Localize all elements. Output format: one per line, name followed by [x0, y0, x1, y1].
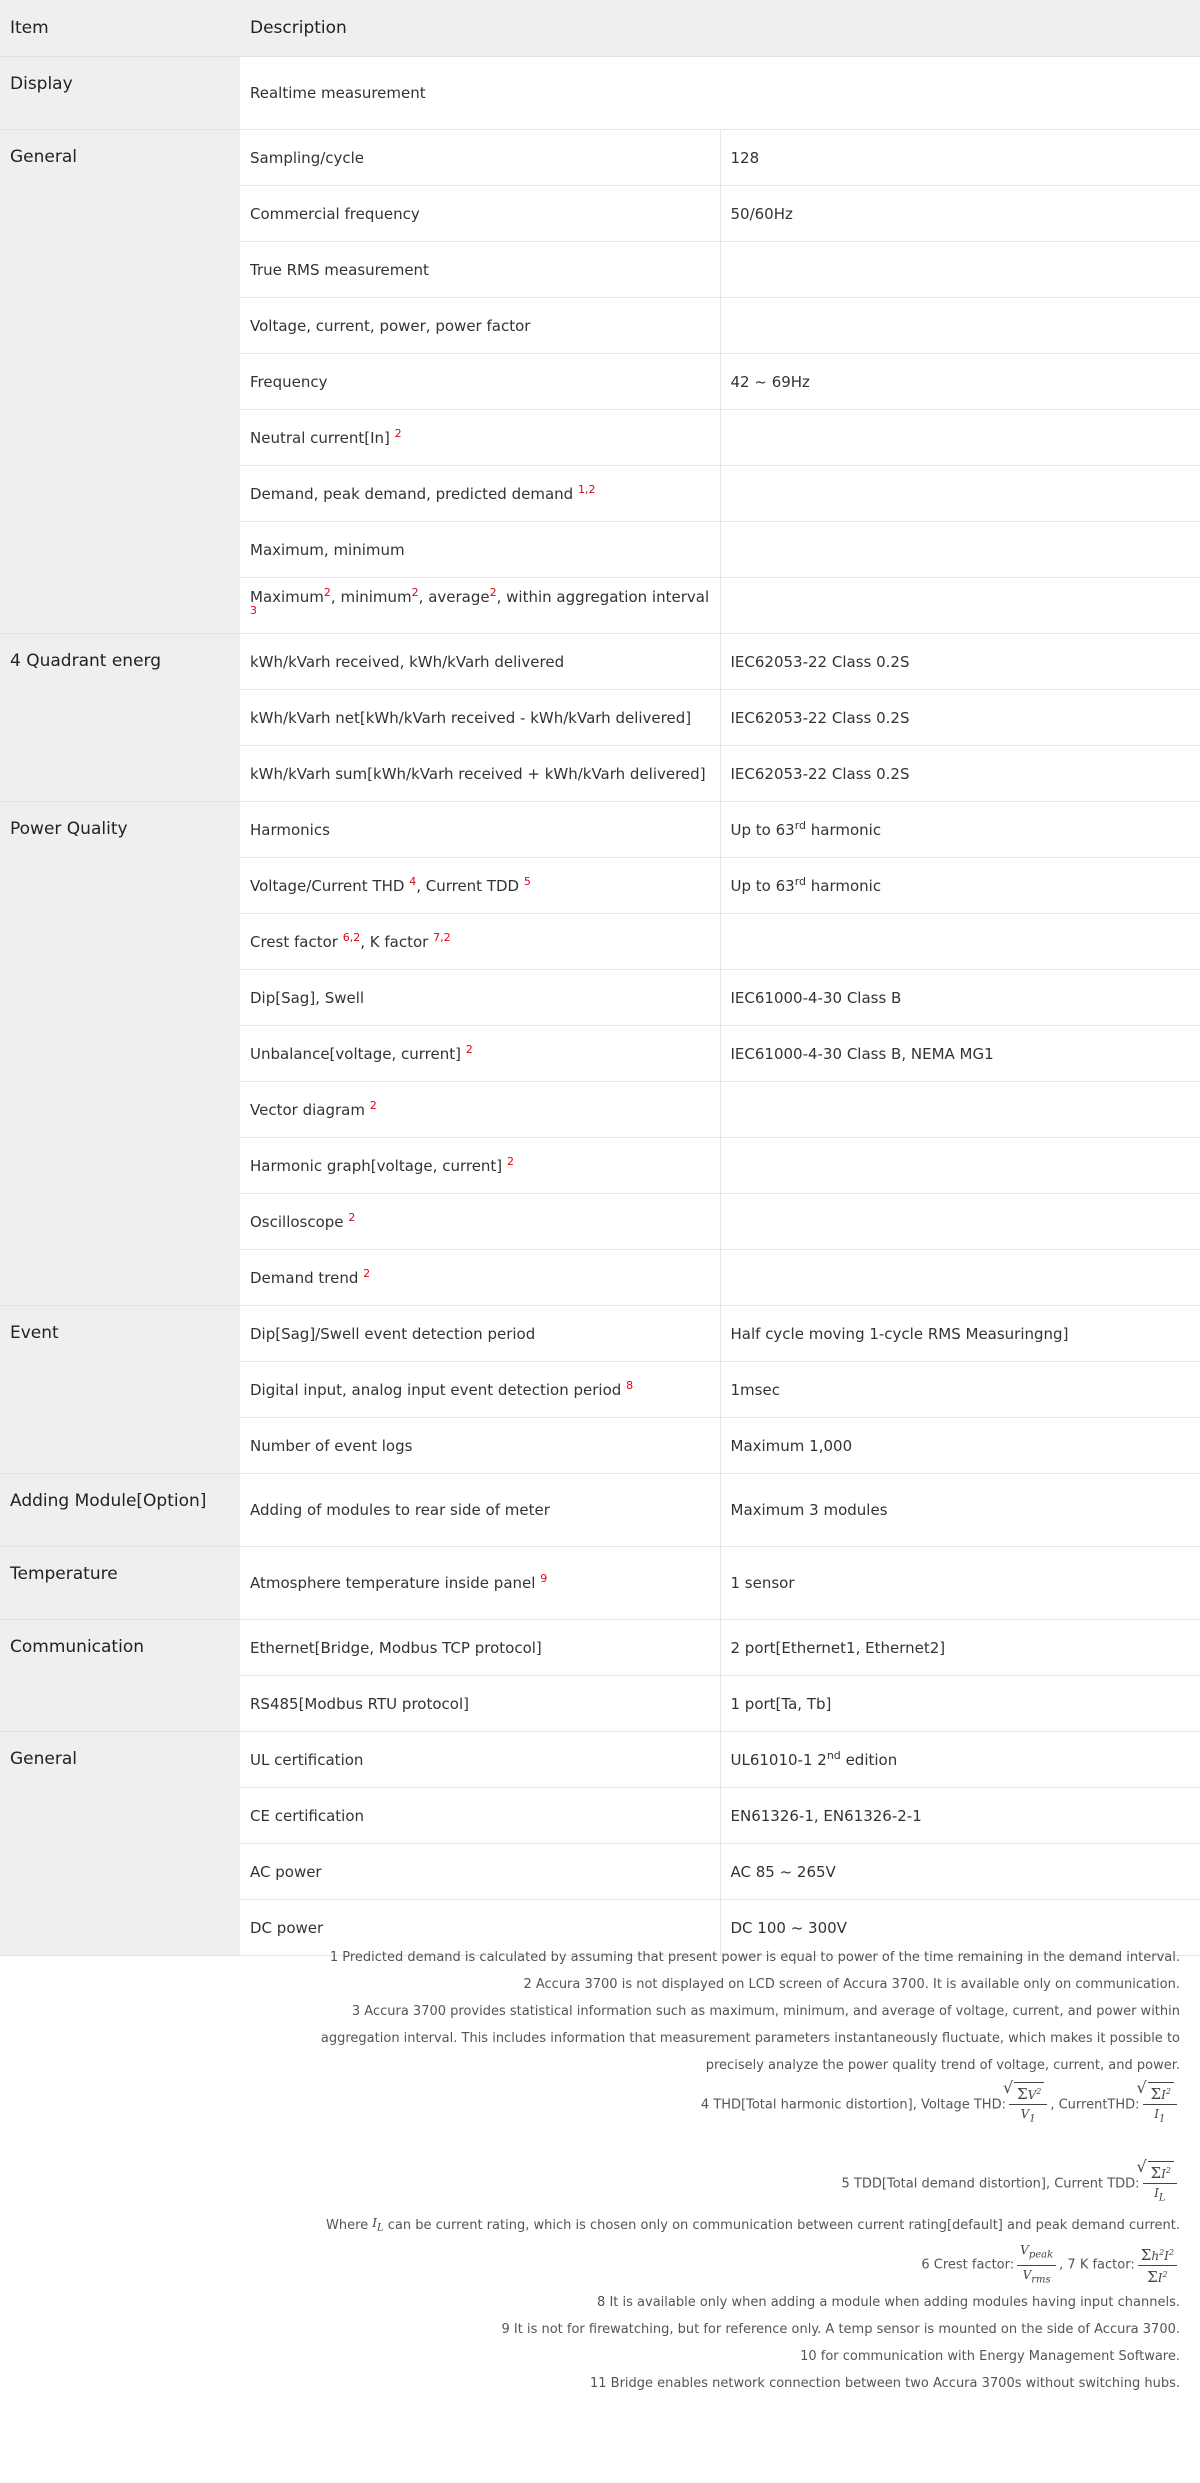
footnote-ref: 2 [465, 1042, 473, 1056]
row-desc: AC power [240, 1844, 720, 1900]
row-item: Display [0, 57, 240, 130]
footnote [280, 2079, 1180, 2132]
footnote-ref: 2 [323, 585, 331, 599]
row-value: IEC62053-22 Class 0.2S [720, 634, 1200, 690]
footnote-ref: 5 [523, 874, 531, 888]
row-value [720, 578, 1200, 634]
row-desc: Commercial frequency [240, 186, 720, 242]
footnote: 8 It is available only when adding a module when adding modules having input channels. [597, 2295, 1180, 2311]
ordinal-suffix: rd [794, 818, 806, 832]
row-desc: Harmonics [240, 802, 720, 858]
footnote-ref: 3 [250, 603, 257, 617]
row-item: Communication [0, 1620, 240, 1732]
row-desc [240, 1138, 720, 1194]
row-item: Event [0, 1306, 240, 1474]
footnote [280, 2210, 1180, 2241]
footnote: 3 Accura 3700 provides statistical information such as maximum, minimum, and average of voltage, current, and power within [351, 2004, 1180, 2019]
row-value [720, 858, 1200, 914]
footnote-ref: 6,2 [342, 930, 361, 944]
footnote: 2 Accura 3700 is not displayed on LCD screen of Accura 3700. It is available only on communication. [523, 1977, 1180, 1992]
row-value: IEC62053-22 Class 0.2S [720, 746, 1200, 802]
row-desc [240, 466, 720, 522]
desc-text: Neutral current[In] [250, 428, 390, 447]
row-value [720, 298, 1200, 354]
desc-text: Unbalance[voltage, current] [250, 1044, 461, 1063]
row-desc: Realtime measurement [240, 57, 1200, 130]
row-value [720, 410, 1200, 466]
value-text: Up to 63 [730, 820, 795, 839]
row-desc [240, 1547, 720, 1620]
row-value [720, 1250, 1200, 1306]
row-value: 50/60Hz [720, 186, 1200, 242]
footnote-ref: 2 [369, 1098, 377, 1112]
formula-subscript: L [377, 2222, 384, 2234]
row-value: 1 port[Ta, Tb] [720, 1676, 1200, 1732]
table-row [0, 57, 1200, 130]
row-value [720, 802, 1200, 858]
thd-voltage-formula: √ $\frac{\Sigma V^2}{V_1}$ [1006, 2079, 1050, 2131]
row-desc: Frequency [240, 354, 720, 410]
footnote-ref: 4 [409, 874, 417, 888]
footnote-ref: 2 [363, 1266, 371, 1280]
footnote: aggregation interval. This includes information that measurement parameters instantaneously fluctuate, which makes it possible to [320, 2031, 1180, 2046]
row-value: DC 100 ~ 300V [720, 1900, 1200, 1956]
row-desc: DC power [240, 1900, 720, 1956]
row-desc: RS485[Modbus RTU protocol] [240, 1676, 720, 1732]
formula-variable: I [372, 2216, 378, 2230]
row-desc: Adding of modules to rear side of meter [240, 1474, 720, 1547]
value-text: harmonic [806, 820, 882, 839]
footnote-ref: 9 [540, 1572, 548, 1585]
ordinal-suffix: nd [826, 1748, 841, 1762]
ordinal-suffix: rd [794, 874, 806, 888]
footnote-text: 4 THD[Total harmonic distortion], Voltage THD: [700, 2097, 1006, 2113]
value-text: edition [840, 1750, 898, 1769]
footnote-ref: 2 [348, 1210, 356, 1224]
row-desc: Voltage, current, power, power factor [240, 298, 720, 354]
desc-text: Oscilloscope [250, 1212, 344, 1231]
row-desc [240, 410, 720, 466]
footnote-ref: 2 [411, 585, 419, 599]
footnote-ref: 1,2 [577, 482, 596, 496]
row-item: 4 Quadrant energ [0, 634, 240, 802]
footnotes [280, 1944, 1180, 2397]
row-value: EN61326-1, EN61326-2-1 [720, 1788, 1200, 1844]
table-row [0, 1547, 1200, 1620]
footnote-ref: 2 [394, 426, 402, 440]
row-value: Half cycle moving 1-cycle RMS Measuringng] [720, 1306, 1200, 1362]
row-value [720, 522, 1200, 578]
row-desc: kWh/kVarh received, kWh/kVarh delivered [240, 634, 720, 690]
row-value: 2 port[Ethernet1, Ethernet2] [720, 1620, 1200, 1676]
row-desc: Ethernet[Bridge, Modbus TCP protocol] [240, 1620, 720, 1676]
row-value: AC 85 ~ 265V [720, 1844, 1200, 1900]
row-value [720, 466, 1200, 522]
row-desc: Voltage/Current THD $^4$, Current TDD $^5$ [240, 858, 720, 914]
row-desc [240, 1082, 720, 1138]
row-value: 42 ~ 69Hz [720, 354, 1200, 410]
row-value [720, 1732, 1200, 1788]
row-value: IEC61000-4-30 Class B [720, 970, 1200, 1026]
row-value: IEC61000-4-30 Class B, NEMA MG1 [720, 1026, 1200, 1082]
table-row [0, 634, 1200, 690]
row-desc [240, 1250, 720, 1306]
header-description: Description [240, 0, 1200, 57]
footnote: 10 for communication with Energy Management Software. [800, 2349, 1180, 2365]
row-value [720, 1082, 1200, 1138]
footnote-ref: 8 [626, 1378, 634, 1392]
row-desc: True RMS measurement [240, 242, 720, 298]
row-item: General [0, 1732, 240, 1956]
row-desc: Dip[Sag], Swell [240, 970, 720, 1026]
footnote-text: , CurrentTHD: [1050, 2097, 1140, 2113]
table-row [0, 802, 1200, 858]
footnote-text: 6 Crest factor: [921, 2257, 1015, 2273]
row-value: Maximum 3 modules [720, 1474, 1200, 1547]
row-value [720, 242, 1200, 298]
row-item: Adding Module[Option] [0, 1474, 240, 1547]
row-desc: Dip[Sag]/Swell event detection period [240, 1306, 720, 1362]
row-value: Maximum 1,000 [720, 1418, 1200, 1474]
row-value [720, 1138, 1200, 1194]
row-desc: kWh/kVarh sum[kWh/kVarh received + kWh/kVarh delivered] [240, 746, 720, 802]
row-desc [240, 1362, 720, 1418]
table-row [0, 1306, 1200, 1362]
desc-text: Demand, peak demand, predicted demand [250, 484, 574, 503]
table-row [0, 1620, 1200, 1676]
row-desc: UL certification [240, 1732, 720, 1788]
footnote: 1 Predicted demand is calculated by assuming that present power is equal to power of the time remaining in the demand interval. [329, 1950, 1180, 1965]
k-factor-formula: $\frac{\Sigma h^2I^2}{\Sigma I^2}$ [1135, 2243, 1180, 2287]
desc-text: Digital input, analog input event detection period [250, 1380, 622, 1399]
row-value [720, 914, 1200, 970]
thd-current-formula: √ $\frac{\Sigma I^2}{I_1}$ [1140, 2079, 1180, 2131]
row-desc: Maximum, minimum [240, 522, 720, 578]
row-item: Temperature [0, 1547, 240, 1620]
footnote-text: , 7 K factor: [1059, 2257, 1135, 2273]
row-desc: Crest factor $^{6,2}$, K factor $^{7,2}$ [240, 914, 720, 970]
row-value: 1msec [720, 1362, 1200, 1418]
footnote-ref: 2 [489, 585, 497, 599]
table-header-row [0, 0, 1200, 57]
footnote-text: can be current rating, which is chosen only on communication between current rating[default] and peak demand current. [383, 2218, 1180, 2234]
value-text: harmonic [806, 876, 882, 895]
footnote-text: 5 TDD[Total demand distortion], Current TDD: [841, 2176, 1140, 2191]
row-value [720, 1194, 1200, 1250]
header-item: Item [0, 0, 240, 57]
table-row [0, 130, 1200, 186]
table-row [0, 1732, 1200, 1788]
footnote: 11 Bridge enables network connection between two Accura 3700s without switching hubs. [589, 2376, 1180, 2392]
row-desc: Sampling/cycle [240, 130, 720, 186]
footnote: precisely analyze the power quality trend of voltage, current, and power. [705, 2058, 1180, 2073]
desc-text: Atmosphere temperature inside panel [250, 1574, 536, 1592]
desc-text: Harmonic graph[voltage, current] [250, 1156, 503, 1175]
row-desc: Maximum$^2$, minimum$^2$, average$^2$, within aggregation interval $^3$ [240, 578, 720, 634]
footnote-ref: 2 [506, 1154, 514, 1168]
row-value: 1 sensor [720, 1547, 1200, 1620]
row-desc: Number of event logs [240, 1418, 720, 1474]
row-value: IEC62053-22 Class 0.2S [720, 690, 1200, 746]
row-item: General [0, 130, 240, 634]
value-text: UL61010-1 2 [730, 1750, 827, 1769]
tdd-formula: √ $\frac{\Sigma I^2}{I_L}$ [1140, 2158, 1180, 2210]
footnote [280, 2241, 1180, 2289]
row-desc: kWh/kVarh net[kWh/kVarh received - kWh/kVarh delivered] [240, 690, 720, 746]
table-row [0, 1474, 1200, 1547]
value-text: Up to 63 [730, 876, 795, 895]
row-desc [240, 1026, 720, 1082]
footnote: 9 It is not for firewatching, but for reference only. A temp sensor is mounted on the side of Accura 3700. [501, 2322, 1180, 2338]
desc-text: Vector diagram [250, 1100, 365, 1119]
crest-factor-formula: $\frac{V_{peak}}{V_{rms}}$ [1014, 2241, 1059, 2289]
row-desc: CE certification [240, 1788, 720, 1844]
desc-text: Demand trend [250, 1268, 359, 1287]
il-symbol [372, 2210, 383, 2241]
row-value: 128 [720, 130, 1200, 186]
footnote [280, 2158, 1180, 2211]
row-item: Power Quality [0, 802, 240, 1306]
footnote-text: Where [325, 2218, 373, 2234]
row-desc [240, 1194, 720, 1250]
footnote-ref: 7,2 [433, 930, 451, 944]
